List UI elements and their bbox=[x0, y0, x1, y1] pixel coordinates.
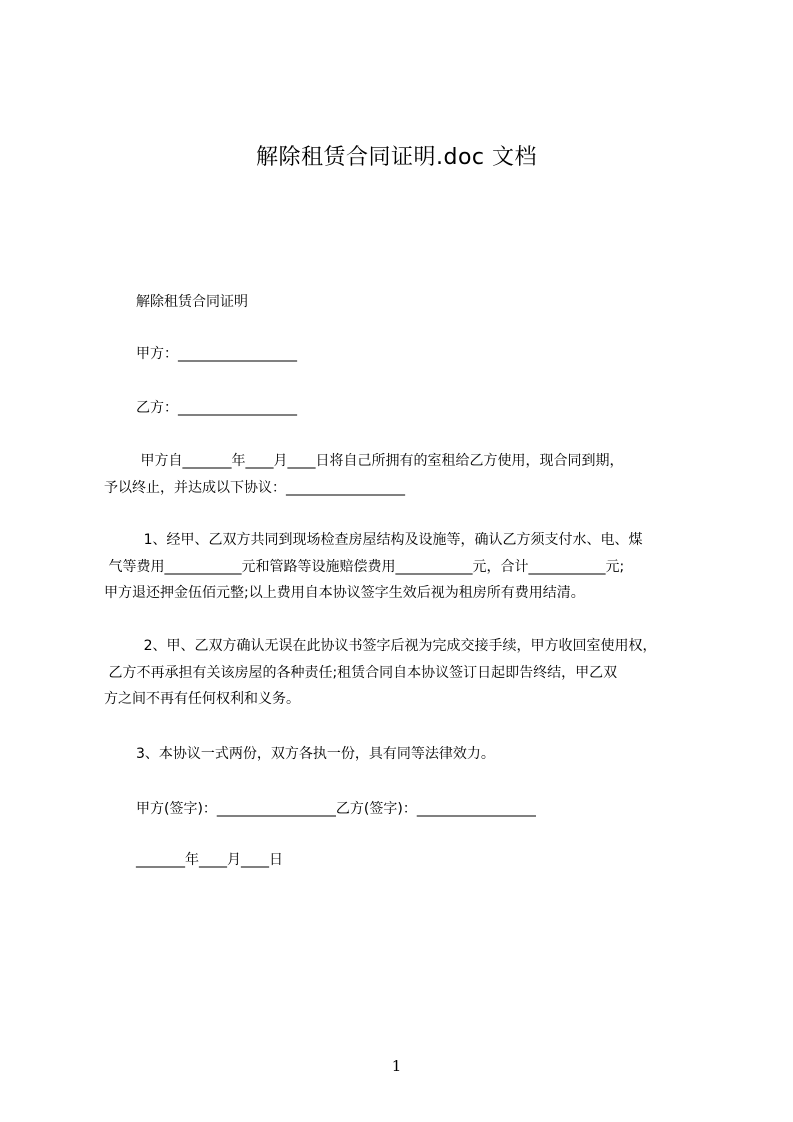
clause-2-paragraph bbox=[104, 633, 724, 713]
clause-2-line: 乙方不再承担有关该房屋的各种责任;租赁合同自本协议签订日起即告终结，甲乙双 bbox=[104, 664, 618, 681]
signature-line: 甲方(签字)：_________________乙方(签字)：_________________ bbox=[136, 801, 536, 817]
document-heading: 解除租赁合同证明 bbox=[136, 294, 248, 310]
party-b-line: 乙方：_________________ bbox=[136, 400, 297, 416]
date-line: _______年____月____日 bbox=[136, 852, 283, 868]
clause-1-line: 气等费用___________元和管路等设施赔偿费用___________元，合计___________元; bbox=[104, 558, 625, 575]
clause-1-paragraph bbox=[104, 527, 724, 607]
clause-2-line: 方之间不再有任何权利和义务。 bbox=[104, 691, 300, 707]
clause-1-line: 甲方退还押金伍佰元整;以上费用自本协议签字生效后视为租房所有费用结清。 bbox=[104, 585, 585, 601]
intro-line: 甲方自_______年____月____日将自己所拥有的室租给乙方使用，现合同到期， bbox=[136, 453, 624, 469]
party-a-line: 甲方：_________________ bbox=[136, 346, 297, 362]
clause-3-line: 3、本协议一式两份，双方各执一份，具有同等法律效力。 bbox=[136, 746, 495, 762]
clause-1-line: 1、经甲、乙双方共同到现场检查房屋结构及设施等，确认乙方须支付水、电、煤 bbox=[108, 532, 643, 548]
intro-line: 予以终止，并达成以下协议：_________________ bbox=[104, 479, 405, 496]
clause-2-line: 2、甲、乙双方确认无误在此协议书签字后视为完成交接手续，甲方收回室使用权， bbox=[108, 638, 657, 654]
page-number: 1 bbox=[391, 1057, 402, 1075]
intro-paragraph bbox=[104, 448, 724, 501]
page-title: 解除租赁合同证明.doc 文档 bbox=[255, 145, 537, 170]
